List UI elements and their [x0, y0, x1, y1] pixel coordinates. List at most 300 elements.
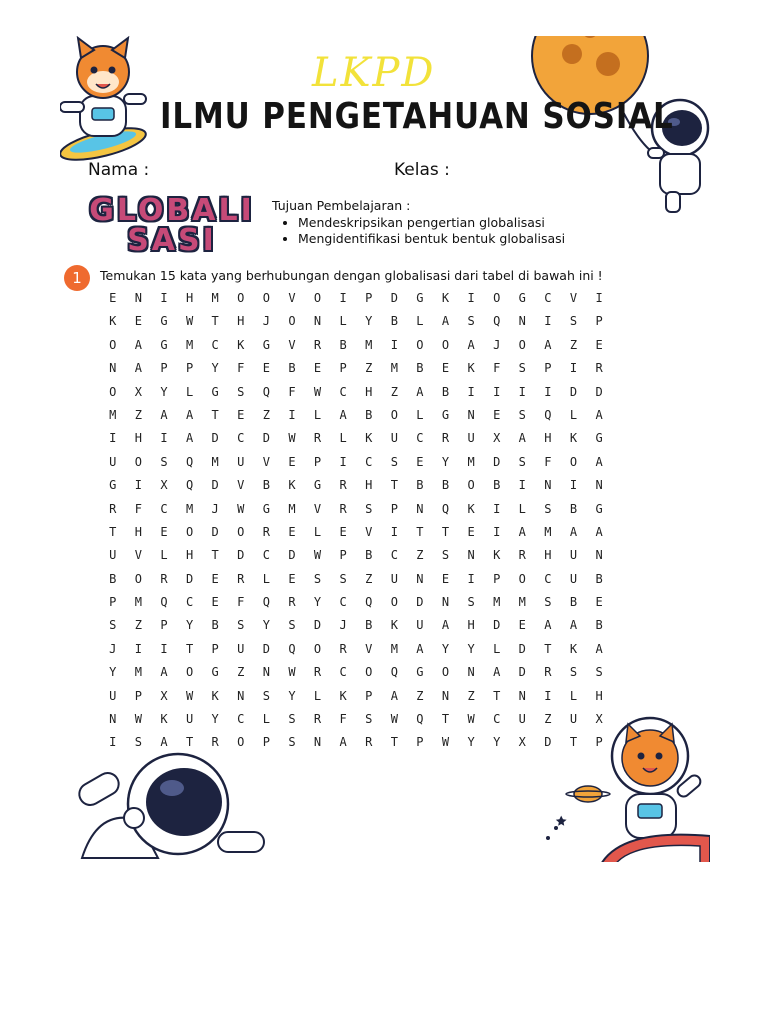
grid-letter[interactable]: D [211, 478, 219, 493]
grid-letter[interactable]: G [109, 478, 117, 493]
grid-letter[interactable]: H [595, 688, 603, 703]
grid-letter[interactable]: I [109, 431, 117, 446]
grid-letter[interactable]: I [390, 524, 398, 539]
grid-letter[interactable]: O [109, 384, 117, 399]
grid-letter[interactable]: I [493, 501, 501, 516]
grid-letter[interactable]: L [416, 407, 424, 422]
grid-letter[interactable]: V [288, 337, 296, 352]
grid-letter[interactable]: B [262, 478, 270, 493]
grid-letter[interactable]: I [493, 384, 501, 399]
grid-letter[interactable]: G [313, 478, 322, 493]
grid-letter[interactable]: Q [262, 595, 270, 610]
grid-letter[interactable]: N [109, 361, 117, 376]
grid-letter[interactable]: J [109, 641, 117, 656]
grid-letter[interactable]: T [441, 524, 450, 539]
grid-letter[interactable]: O [313, 291, 322, 305]
grid-letter[interactable]: M [365, 337, 373, 352]
grid-letter[interactable]: I [160, 431, 168, 446]
grid-letter[interactable]: L [185, 384, 194, 399]
grid-letter[interactable]: X [134, 384, 142, 399]
grid-letter[interactable]: E [441, 571, 450, 586]
grid-letter[interactable]: M [109, 407, 117, 422]
grid-letter[interactable]: N [544, 478, 552, 493]
grid-letter[interactable]: N [237, 688, 245, 703]
grid-letter[interactable]: X [518, 735, 526, 750]
grid-letter[interactable]: C [339, 595, 347, 610]
grid-letter[interactable]: K [288, 478, 296, 493]
grid-letter[interactable]: H [185, 548, 194, 563]
grid-letter[interactable]: Q [365, 595, 373, 610]
grid-letter[interactable]: Y [160, 384, 168, 399]
grid-letter[interactable]: O [569, 454, 578, 469]
grid-letter[interactable]: P [160, 618, 168, 633]
grid-letter[interactable]: W [467, 712, 475, 727]
grid-letter[interactable]: V [569, 291, 578, 305]
grid-letter[interactable]: H [237, 314, 245, 329]
grid-letter[interactable]: Y [185, 618, 194, 633]
grid-letter[interactable]: S [467, 595, 475, 610]
grid-letter[interactable]: Y [262, 618, 270, 633]
grid-letter[interactable]: R [109, 501, 117, 516]
grid-letter[interactable]: E [595, 337, 603, 352]
grid-letter[interactable]: M [134, 595, 142, 610]
grid-letter[interactable]: O [493, 291, 501, 305]
grid-letter[interactable]: M [211, 454, 219, 469]
grid-letter[interactable]: I [467, 384, 475, 399]
grid-letter[interactable]: U [569, 712, 578, 727]
grid-letter[interactable]: L [262, 571, 270, 586]
grid-letter[interactable]: F [134, 501, 142, 516]
grid-letter[interactable]: U [109, 548, 117, 563]
grid-letter[interactable]: Z [467, 688, 475, 703]
grid-letter[interactable]: G [518, 291, 526, 305]
grid-letter[interactable]: M [518, 595, 526, 610]
grid-letter[interactable]: Z [544, 712, 552, 727]
grid-letter[interactable]: U [569, 571, 578, 586]
grid-letter[interactable]: S [313, 571, 322, 586]
grid-letter[interactable]: C [237, 431, 245, 446]
grid-letter[interactable]: X [160, 688, 168, 703]
grid-letter[interactable]: U [109, 688, 117, 703]
grid-letter[interactable]: V [288, 291, 296, 305]
grid-letter[interactable]: W [313, 548, 322, 563]
grid-letter[interactable]: B [441, 478, 450, 493]
grid-letter[interactable]: Q [160, 595, 168, 610]
grid-letter[interactable]: P [339, 361, 347, 376]
grid-letter[interactable]: Q [390, 665, 398, 680]
grid-letter[interactable]: B [288, 361, 296, 376]
grid-letter[interactable]: G [211, 665, 219, 680]
grid-letter[interactable]: P [109, 595, 117, 610]
grid-letter[interactable]: O [390, 407, 398, 422]
grid-letter[interactable]: A [185, 431, 194, 446]
grid-letter[interactable]: K [467, 501, 475, 516]
grid-letter[interactable]: T [109, 524, 117, 539]
grid-letter[interactable]: V [262, 454, 270, 469]
grid-letter[interactable]: I [160, 641, 168, 656]
grid-letter[interactable]: V [134, 548, 142, 563]
grid-letter[interactable]: T [544, 641, 552, 656]
grid-letter[interactable]: U [185, 712, 194, 727]
grid-letter[interactable]: D [518, 641, 526, 656]
grid-letter[interactable]: E [160, 524, 168, 539]
grid-letter[interactable]: G [595, 431, 603, 446]
grid-letter[interactable]: Z [262, 407, 270, 422]
grid-letter[interactable]: R [313, 431, 322, 446]
grid-letter[interactable]: D [416, 595, 424, 610]
grid-letter[interactable]: I [493, 524, 501, 539]
grid-letter[interactable]: A [134, 361, 142, 376]
grid-letter[interactable]: L [339, 314, 347, 329]
grid-letter[interactable]: D [390, 291, 398, 305]
grid-letter[interactable]: O [237, 735, 245, 750]
grid-letter[interactable]: F [237, 595, 245, 610]
grid-letter[interactable]: W [185, 688, 194, 703]
grid-letter[interactable]: D [595, 384, 603, 399]
grid-letter[interactable]: T [390, 478, 398, 493]
grid-letter[interactable]: U [467, 431, 475, 446]
grid-letter[interactable]: I [160, 291, 168, 305]
grid-letter[interactable]: P [595, 314, 603, 329]
grid-letter[interactable]: K [493, 548, 501, 563]
grid-letter[interactable]: S [518, 361, 526, 376]
grid-letter[interactable]: E [288, 454, 296, 469]
grid-letter[interactable]: L [160, 548, 168, 563]
grid-letter[interactable]: I [544, 314, 552, 329]
grid-letter[interactable]: S [109, 618, 117, 633]
grid-letter[interactable]: A [134, 337, 142, 352]
grid-letter[interactable]: B [441, 384, 450, 399]
grid-letter[interactable]: J [211, 501, 219, 516]
grid-letter[interactable]: D [185, 571, 194, 586]
grid-letter[interactable]: D [493, 618, 501, 633]
grid-letter[interactable]: R [160, 571, 168, 586]
grid-letter[interactable]: A [595, 454, 603, 469]
grid-letter[interactable]: K [390, 618, 398, 633]
grid-letter[interactable]: R [544, 665, 552, 680]
grid-letter[interactable]: I [518, 384, 526, 399]
grid-letter[interactable]: S [595, 665, 603, 680]
grid-letter[interactable]: P [365, 688, 373, 703]
grid-letter[interactable]: I [339, 454, 347, 469]
grid-letter[interactable]: S [544, 595, 552, 610]
grid-letter[interactable]: I [569, 361, 578, 376]
grid-letter[interactable]: W [288, 665, 296, 680]
grid-letter[interactable]: U [390, 571, 398, 586]
grid-letter[interactable]: S [390, 454, 398, 469]
grid-letter[interactable]: Y [211, 361, 219, 376]
grid-letter[interactable]: M [134, 665, 142, 680]
grid-letter[interactable]: N [262, 665, 270, 680]
grid-letter[interactable]: F [544, 454, 552, 469]
grid-letter[interactable]: P [544, 361, 552, 376]
grid-letter[interactable]: I [544, 688, 552, 703]
grid-letter[interactable]: C [211, 337, 219, 352]
grid-letter[interactable]: N [313, 735, 322, 750]
grid-letter[interactable]: Z [390, 384, 398, 399]
grid-letter[interactable]: E [467, 524, 475, 539]
grid-letter[interactable]: N [313, 314, 322, 329]
grid-letter[interactable]: T [185, 641, 194, 656]
grid-letter[interactable]: A [160, 665, 168, 680]
grid-letter[interactable]: Z [416, 548, 424, 563]
grid-letter[interactable]: Q [185, 478, 194, 493]
grid-letter[interactable]: S [237, 618, 245, 633]
grid-letter[interactable]: G [416, 291, 424, 305]
grid-letter[interactable]: K [237, 337, 245, 352]
grid-letter[interactable]: Q [262, 384, 270, 399]
grid-letter[interactable]: G [441, 407, 450, 422]
grid-letter[interactable]: F [493, 361, 501, 376]
grid-letter[interactable]: S [569, 314, 578, 329]
grid-letter[interactable]: L [313, 688, 322, 703]
grid-letter[interactable]: L [416, 314, 424, 329]
grid-letter[interactable]: E [416, 454, 424, 469]
grid-letter[interactable]: A [441, 618, 450, 633]
grid-letter[interactable]: D [211, 431, 219, 446]
grid-letter[interactable]: A [467, 337, 475, 352]
grid-letter[interactable]: I [339, 291, 347, 305]
grid-letter[interactable]: L [518, 501, 526, 516]
grid-letter[interactable]: N [134, 291, 142, 305]
grid-letter[interactable]: S [134, 735, 142, 750]
grid-letter[interactable]: C [185, 595, 194, 610]
grid-letter[interactable]: O [441, 337, 450, 352]
grid-letter[interactable]: O [134, 571, 142, 586]
grid-letter[interactable]: O [416, 337, 424, 352]
grid-letter[interactable]: U [416, 618, 424, 633]
grid-letter[interactable]: P [262, 735, 270, 750]
grid-letter[interactable]: F [339, 712, 347, 727]
grid-letter[interactable]: E [134, 314, 142, 329]
grid-letter[interactable]: K [160, 712, 168, 727]
grid-letter[interactable]: N [467, 407, 475, 422]
grid-letter[interactable]: B [416, 361, 424, 376]
grid-letter[interactable]: O [262, 291, 270, 305]
grid-letter[interactable]: S [569, 665, 578, 680]
grid-letter[interactable]: E [109, 291, 117, 305]
grid-letter[interactable]: N [467, 665, 475, 680]
grid-letter[interactable]: A [493, 665, 501, 680]
grid-letter[interactable]: A [518, 431, 526, 446]
grid-letter[interactable]: H [365, 478, 373, 493]
grid-letter[interactable]: S [365, 712, 373, 727]
grid-letter[interactable]: C [390, 548, 398, 563]
grid-letter[interactable]: C [493, 712, 501, 727]
grid-letter[interactable]: U [109, 454, 117, 469]
grid-letter[interactable]: A [518, 524, 526, 539]
grid-letter[interactable]: P [416, 735, 424, 750]
grid-letter[interactable]: W [288, 431, 296, 446]
grid-letter[interactable]: S [160, 454, 168, 469]
grid-letter[interactable]: S [237, 384, 245, 399]
grid-letter[interactable]: P [365, 291, 373, 305]
grid-letter[interactable]: A [595, 641, 603, 656]
grid-letter[interactable]: A [339, 735, 347, 750]
grid-letter[interactable]: N [518, 314, 526, 329]
grid-letter[interactable]: I [518, 478, 526, 493]
grid-letter[interactable]: L [313, 407, 322, 422]
grid-letter[interactable]: E [313, 361, 322, 376]
grid-letter[interactable]: E [339, 524, 347, 539]
grid-letter[interactable]: S [441, 548, 450, 563]
grid-letter[interactable]: O [185, 524, 194, 539]
grid-letter[interactable]: S [288, 735, 296, 750]
grid-letter[interactable]: D [211, 524, 219, 539]
grid-letter[interactable]: C [544, 571, 552, 586]
grid-letter[interactable]: T [569, 735, 578, 750]
grid-letter[interactable]: Y [467, 641, 475, 656]
grid-letter[interactable]: B [595, 618, 603, 633]
grid-letter[interactable]: I [109, 735, 117, 750]
grid-letter[interactable]: Q [544, 407, 552, 422]
grid-letter[interactable]: G [416, 665, 424, 680]
grid-letter[interactable]: N [416, 571, 424, 586]
grid-letter[interactable]: N [416, 501, 424, 516]
grid-letter[interactable]: A [160, 407, 168, 422]
grid-letter[interactable]: T [390, 735, 398, 750]
grid-letter[interactable]: D [288, 548, 296, 563]
grid-letter[interactable]: T [211, 548, 219, 563]
grid-letter[interactable]: M [390, 361, 398, 376]
grid-letter[interactable]: Y [288, 688, 296, 703]
grid-letter[interactable]: W [441, 735, 450, 750]
grid-letter[interactable]: O [518, 571, 526, 586]
grid-letter[interactable]: Z [134, 618, 142, 633]
grid-letter[interactable]: R [441, 431, 450, 446]
grid-letter[interactable]: N [109, 712, 117, 727]
grid-letter[interactable]: P [390, 501, 398, 516]
grid-letter[interactable]: A [595, 524, 603, 539]
grid-letter[interactable]: A [544, 618, 552, 633]
grid-letter[interactable]: M [211, 291, 219, 305]
grid-letter[interactable]: R [518, 548, 526, 563]
grid-letter[interactable]: U [237, 454, 245, 469]
grid-letter[interactable]: B [595, 571, 603, 586]
grid-letter[interactable]: G [160, 314, 168, 329]
grid-letter[interactable]: W [390, 712, 398, 727]
grid-letter[interactable]: G [160, 337, 168, 352]
grid-letter[interactable]: V [365, 641, 373, 656]
grid-letter[interactable]: S [262, 688, 270, 703]
grid-letter[interactable]: K [211, 688, 219, 703]
grid-letter[interactable]: C [339, 384, 347, 399]
grid-letter[interactable]: O [365, 665, 373, 680]
grid-letter[interactable]: M [493, 595, 501, 610]
grid-letter[interactable]: M [185, 501, 194, 516]
grid-letter[interactable]: I [288, 407, 296, 422]
grid-letter[interactable]: U [237, 641, 245, 656]
grid-letter[interactable]: P [313, 454, 322, 469]
grid-letter[interactable]: P [211, 641, 219, 656]
grid-letter[interactable]: E [518, 618, 526, 633]
grid-letter[interactable]: A [339, 407, 347, 422]
grid-letter[interactable]: M [390, 641, 398, 656]
grid-letter[interactable]: E [595, 595, 603, 610]
grid-letter[interactable]: C [237, 712, 245, 727]
grid-letter[interactable]: R [313, 665, 322, 680]
grid-letter[interactable]: Y [313, 595, 322, 610]
grid-letter[interactable]: Y [211, 712, 219, 727]
grid-letter[interactable]: O [467, 478, 475, 493]
grid-letter[interactable]: I [467, 291, 475, 305]
grid-letter[interactable]: B [365, 548, 373, 563]
grid-letter[interactable]: K [109, 314, 117, 329]
grid-letter[interactable]: D [262, 641, 270, 656]
grid-letter[interactable]: A [390, 688, 398, 703]
grid-letter[interactable]: T [416, 524, 424, 539]
grid-letter[interactable]: F [288, 384, 296, 399]
grid-letter[interactable]: E [237, 407, 245, 422]
grid-letter[interactable]: W [313, 384, 322, 399]
grid-letter[interactable]: E [441, 361, 450, 376]
grid-letter[interactable]: R [237, 571, 245, 586]
grid-letter[interactable]: K [339, 688, 347, 703]
grid-letter[interactable]: T [441, 712, 450, 727]
grid-letter[interactable]: D [237, 548, 245, 563]
grid-letter[interactable]: X [493, 431, 501, 446]
grid-letter[interactable]: S [544, 501, 552, 516]
grid-letter[interactable]: A [441, 314, 450, 329]
grid-letter[interactable]: R [595, 361, 603, 376]
grid-letter[interactable]: X [595, 712, 603, 727]
grid-letter[interactable]: N [595, 478, 603, 493]
grid-letter[interactable]: M [185, 337, 194, 352]
grid-letter[interactable]: A [569, 618, 578, 633]
grid-letter[interactable]: B [365, 407, 373, 422]
grid-letter[interactable]: L [493, 641, 501, 656]
grid-letter[interactable]: D [313, 618, 322, 633]
grid-letter[interactable]: R [211, 735, 219, 750]
grid-letter[interactable]: S [467, 314, 475, 329]
grid-letter[interactable]: R [262, 524, 270, 539]
grid-letter[interactable]: I [595, 291, 603, 305]
grid-letter[interactable]: R [339, 641, 347, 656]
grid-letter[interactable]: V [237, 478, 245, 493]
grid-letter[interactable]: I [467, 571, 475, 586]
grid-letter[interactable]: I [134, 478, 142, 493]
grid-letter[interactable]: Y [365, 314, 373, 329]
grid-letter[interactable]: N [467, 548, 475, 563]
grid-letter[interactable]: K [467, 361, 475, 376]
grid-letter[interactable]: O [185, 665, 194, 680]
grid-letter[interactable]: B [390, 314, 398, 329]
grid-letter[interactable]: T [493, 688, 501, 703]
grid-letter[interactable]: D [262, 431, 270, 446]
grid-letter[interactable]: J [339, 618, 347, 633]
grid-letter[interactable]: Z [365, 571, 373, 586]
grid-letter[interactable]: C [416, 431, 424, 446]
grid-letter[interactable]: B [339, 337, 347, 352]
grid-letter[interactable]: O [237, 524, 245, 539]
grid-letter[interactable]: Y [441, 641, 450, 656]
grid-letter[interactable]: O [237, 291, 245, 305]
grid-letter[interactable]: H [544, 431, 552, 446]
grid-letter[interactable]: T [211, 407, 219, 422]
grid-letter[interactable]: G [262, 337, 270, 352]
grid-letter[interactable]: O [390, 595, 398, 610]
grid-letter[interactable]: C [160, 501, 168, 516]
grid-letter[interactable]: R [365, 735, 373, 750]
grid-letter[interactable]: L [569, 688, 578, 703]
grid-letter[interactable]: N [441, 595, 450, 610]
grid-letter[interactable]: U [390, 431, 398, 446]
grid-letter[interactable]: C [339, 665, 347, 680]
grid-letter[interactable]: A [185, 407, 194, 422]
grid-letter[interactable]: Q [416, 712, 424, 727]
grid-letter[interactable]: E [288, 524, 296, 539]
grid-letter[interactable]: G [595, 501, 603, 516]
